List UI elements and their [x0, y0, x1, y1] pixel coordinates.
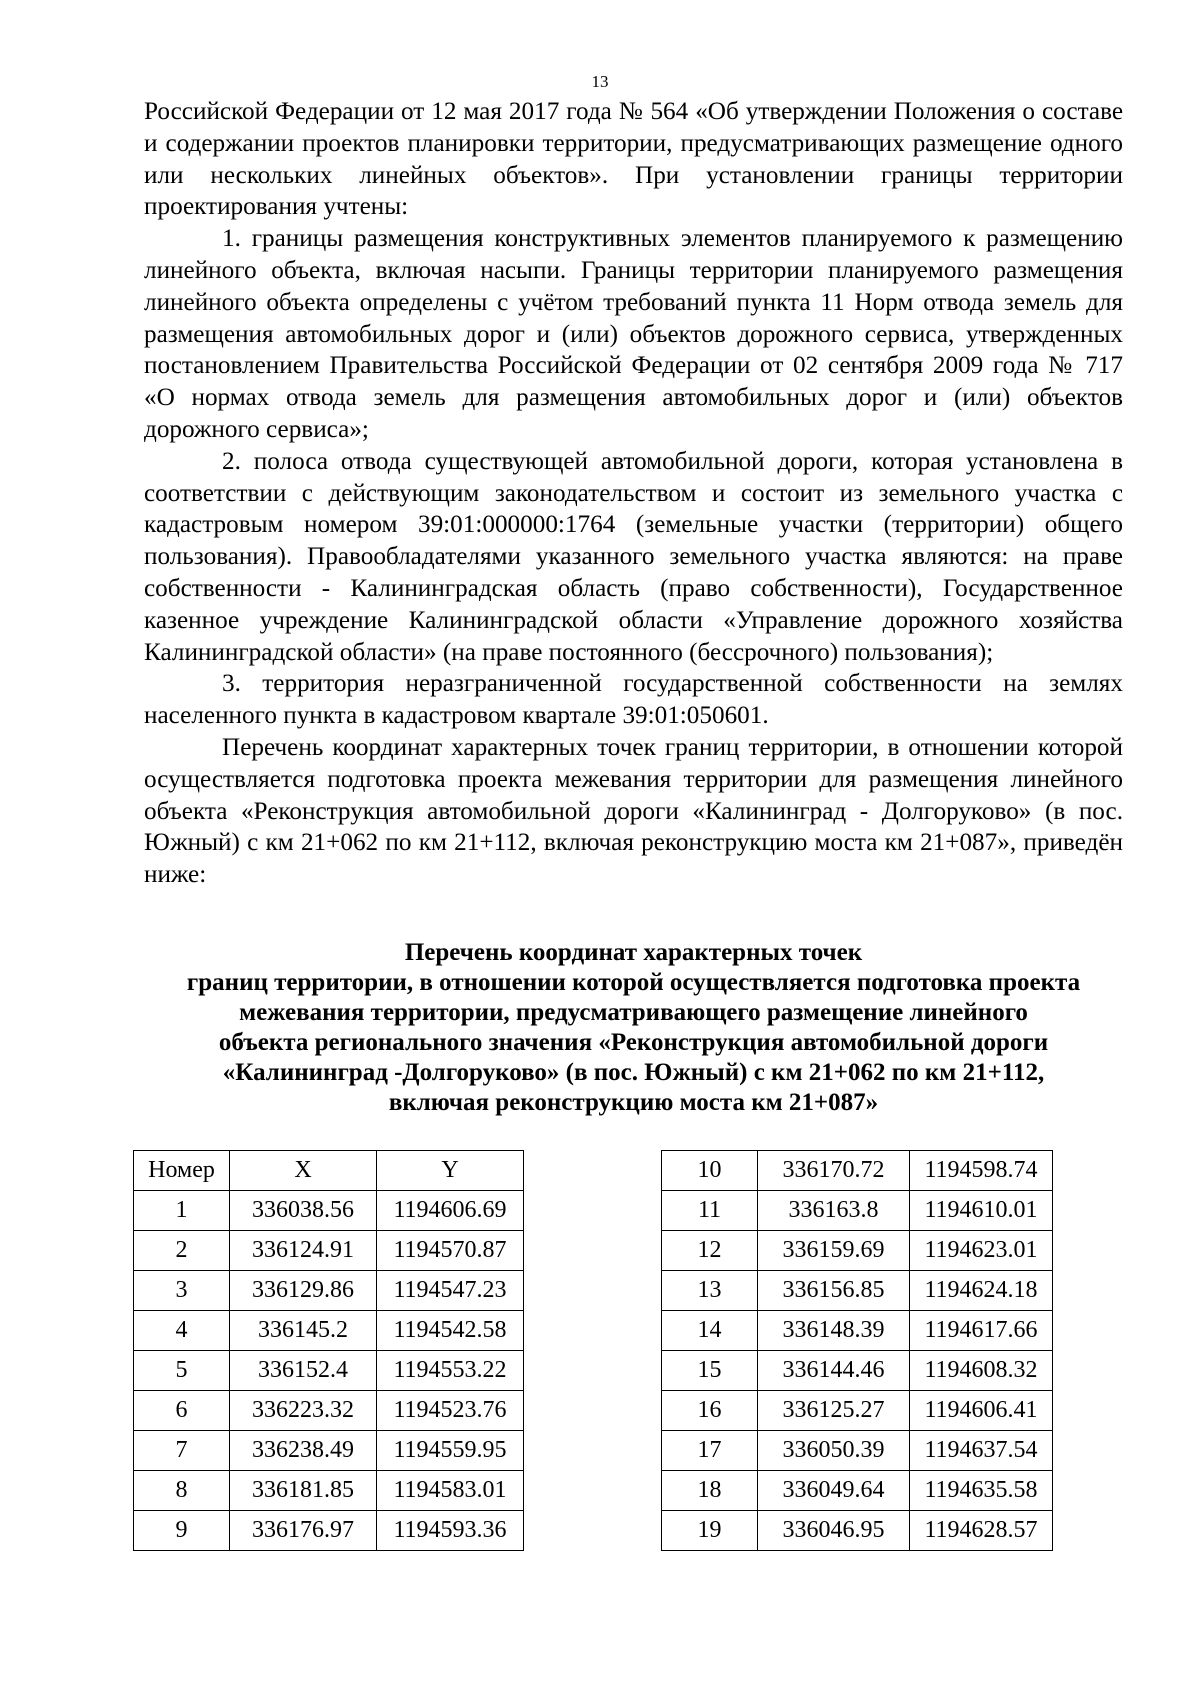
cell-x: 336129.86 — [230, 1271, 377, 1311]
cell-x: 336125.27 — [758, 1391, 910, 1431]
header-number: Номер — [134, 1151, 230, 1191]
page-number: 13 — [591, 72, 609, 91]
table-row — [134, 1431, 524, 1471]
table-row — [662, 1391, 1053, 1431]
cell-number: 6 — [134, 1391, 230, 1431]
table-header-row — [134, 1151, 524, 1191]
table-row — [134, 1511, 524, 1551]
cell-y: 1194635.58 — [910, 1471, 1053, 1511]
table-row — [662, 1231, 1053, 1271]
coordinates-table-right — [661, 1150, 1053, 1551]
cell-x: 336145.2 — [230, 1311, 377, 1351]
table-row — [662, 1151, 1053, 1191]
table-title-line: «Калининград -Долгоруково» (в пос. Южный) с км 21+062 по км 21+112, — [222, 1059, 1045, 1086]
cell-x: 336152.4 — [230, 1351, 377, 1391]
cell-y: 1194624.18 — [910, 1271, 1053, 1311]
paragraph-coordinates-intro: Перечень координат характерных точек границ территории, в отношении которой осуществляется подготовка проекта межевания территории для размещения линейного объекта «Реконструкция автомобильной дороги «Калининград - Долгоруково» (в пос. Южный) с км 21+062 по км 21+112, включая реконструкцию моста км 21+087», приведён ниже: — [144, 733, 1123, 889]
table-row — [662, 1311, 1053, 1351]
cell-x: 336049.64 — [758, 1471, 910, 1511]
cell-y: 1194559.95 — [377, 1431, 524, 1471]
paragraph-item-1: 1. границы размещения конструктивных элементов планируемого к размещению линейного объекта, включая насыпи. Границы территории планируемого размещения линейного объекта определены с учётом требований пункта 11 Норм отвода земель для размещения автомобильных дорог и (или) объектов дорожного сервиса, утвержденных постановлением Правительства Российской Федерации от 02 сентября 2009 года № 717 «О нормах отвода земель для размещения автомобильных дорог и (или) объектов дорожного сервиса»; — [144, 225, 1123, 443]
table-row — [134, 1311, 524, 1351]
header-x: X — [230, 1151, 377, 1191]
cell-x: 336238.49 — [230, 1431, 377, 1471]
cell-x: 336148.39 — [758, 1311, 910, 1351]
paragraph-item-2: 2. полоса отвода существующей автомобильной дороги, которая установлена в соответствии с действующим законодательством и состоит из земельного участка с кадастровым номером 39:01:000000:1764 (земельные участки (территории) общего пользования). Правообладателями указанного земельного участка являются: на праве собственности - Калининградская область (право собственности), Государственное казенное учреждение Калининградской области «Управление дорожного хозяйства Калининградской области» (на праве постоянного (бессрочного) пользования); — [144, 447, 1123, 666]
table-row — [134, 1391, 524, 1431]
table-row — [134, 1351, 524, 1391]
table-row — [134, 1471, 524, 1511]
cell-y: 1194606.41 — [910, 1391, 1053, 1431]
table-title-line: границ территории, в отношении которой осуществляется подготовка проекта — [186, 969, 1081, 996]
cell-y: 1194628.57 — [910, 1511, 1053, 1551]
cell-y: 1194553.22 — [377, 1351, 524, 1391]
cell-number: 17 — [662, 1431, 758, 1471]
cell-x: 336046.95 — [758, 1511, 910, 1551]
table-row — [662, 1471, 1053, 1511]
cell-y: 1194593.36 — [377, 1511, 524, 1551]
cell-number: 4 — [134, 1311, 230, 1351]
table-row — [134, 1231, 524, 1271]
cell-number: 8 — [134, 1471, 230, 1511]
cell-x: 336050.39 — [758, 1431, 910, 1471]
cell-number: 14 — [662, 1311, 758, 1351]
cell-x: 336156.85 — [758, 1271, 910, 1311]
cell-y: 1194617.66 — [910, 1311, 1053, 1351]
cell-x: 336181.85 — [230, 1471, 377, 1511]
cell-y: 1194547.23 — [377, 1271, 524, 1311]
cell-x: 336170.72 — [758, 1151, 910, 1191]
paragraph-continuation: Российской Федерации от 12 мая 2017 года № 564 «Об утверждении Положения о составе и содержании проектов планировки территории, предусматривающих размещение одного или нескольких линейных объектов». При установлении границы территории проектирования учтены: — [144, 98, 1123, 221]
cell-x: 336159.69 — [758, 1231, 910, 1271]
cell-number: 11 — [662, 1191, 758, 1231]
table-row — [134, 1191, 524, 1231]
cell-y: 1194570.87 — [377, 1231, 524, 1271]
table-row — [134, 1271, 524, 1311]
cell-y: 1194637.54 — [910, 1431, 1053, 1471]
cell-x: 336163.8 — [758, 1191, 910, 1231]
cell-number: 16 — [662, 1391, 758, 1431]
table-row — [662, 1351, 1053, 1391]
table-title — [144, 938, 1123, 1118]
cell-y: 1194623.01 — [910, 1231, 1053, 1271]
cell-number: 1 — [134, 1191, 230, 1231]
cell-x: 336124.91 — [230, 1231, 377, 1271]
cell-number: 12 — [662, 1231, 758, 1271]
table-title-line: объекта регионального значения «Реконструкция автомобильной дороги — [218, 1029, 1049, 1056]
table-row — [662, 1271, 1053, 1311]
cell-number: 2 — [134, 1231, 230, 1271]
cell-number: 15 — [662, 1351, 758, 1391]
cell-number: 13 — [662, 1271, 758, 1311]
cell-y: 1194542.58 — [377, 1311, 524, 1351]
cell-y: 1194606.69 — [377, 1191, 524, 1231]
cell-number: 19 — [662, 1511, 758, 1551]
cell-number: 5 — [134, 1351, 230, 1391]
table-row — [662, 1431, 1053, 1471]
cell-number: 7 — [134, 1431, 230, 1471]
cell-number: 18 — [662, 1471, 758, 1511]
cell-number: 9 — [134, 1511, 230, 1551]
cell-x: 336223.32 — [230, 1391, 377, 1431]
document-body — [144, 96, 1123, 891]
cell-number: 10 — [662, 1151, 758, 1191]
cell-x: 336144.46 — [758, 1351, 910, 1391]
cell-number: 3 — [134, 1271, 230, 1311]
table-row — [662, 1511, 1053, 1551]
header-y: Y — [377, 1151, 524, 1191]
cell-x: 336176.97 — [230, 1511, 377, 1551]
table-title-line: Перечень координат характерных точек — [404, 939, 863, 966]
table-title-line: межевания территории, предусматривающего размещение линейного — [239, 999, 1028, 1026]
paragraph-item-3: 3. территория неразграниченной государственной собственности на землях населенного пункта в кадастровом квартале 39:01:050601. — [144, 670, 1123, 730]
cell-y: 1194523.76 — [377, 1391, 524, 1431]
table-row — [662, 1191, 1053, 1231]
cell-y: 1194608.32 — [910, 1351, 1053, 1391]
table-title-line: включая реконструкцию моста км 21+087» — [388, 1089, 879, 1116]
cell-x: 336038.56 — [230, 1191, 377, 1231]
coordinates-table-left — [133, 1150, 524, 1551]
cell-y: 1194610.01 — [910, 1191, 1053, 1231]
cell-y: 1194583.01 — [377, 1471, 524, 1511]
cell-y: 1194598.74 — [910, 1151, 1053, 1191]
